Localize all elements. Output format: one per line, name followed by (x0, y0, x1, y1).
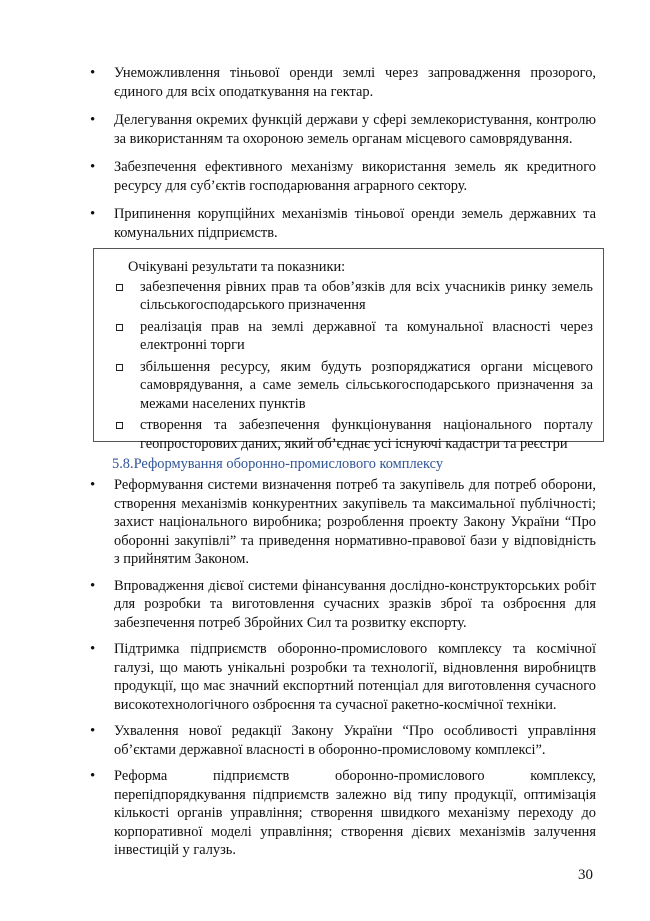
page-number: 30 (578, 867, 593, 883)
list-item: • Припинення корупційних механізмів тіньової оренди земель державних та комунальних підприємств. (88, 205, 596, 242)
list-item: • Підтримка підприємств оборонно-промислового комплексу та космічної галузі, що мають унікальні розробки та технології, відновлення виробництв продукції, що має значний експортний потенціал для виготовлення сучасного високотехнологічного озброєння та сучасної ракетно-космічної техніки. (88, 640, 596, 714)
list-item: • Впровадження дієвої системи фінансування дослідно-конструкторських робіт для розробки та виготовлення сучасних зразків зброї та озброєння для забезпечення потреб Збройних Сил та розвитку експорту. (88, 577, 596, 633)
section-heading: 5.8.Реформування оборонно-промислового комплексу (112, 456, 444, 472)
list-item: • Забезпечення ефективного механізму використання земель як кредитного ресурсу для суб’єктів господарювання аграрного сектору. (88, 158, 596, 195)
list-item: • Реформа підприємств оборонно-промислового комплексу, перепідпорядкування підприємств залежно від типу продукції, оптимізація кількості органів управління; створення швидкого механізму переходу до корпоративної моделі управління; створення дієвих механізмів залучення інвестицій у галузь. (88, 767, 596, 860)
checkbox-item: створення та забезпечення функціонування національного порталу геопросторових даних, який об’єднає усі існуючі кадастри та реєстри (106, 416, 593, 453)
list-item: • Делегування окремих функцій держави у сфері землекористування, контролю за використанням та охороною земель органам місцевого самоврядування. (88, 111, 596, 148)
list-item: • Реформування системи визначення потреб та закупівель для потреб оборони, створення механізмів конкурентних закупівель та максимальної публічності; захист національного виробника; розроблення проекту Закону України “Про оборонні закупівлі” та приведення нормативно-правової бази у відповідність з прийнятим Законом. (88, 476, 596, 569)
checkbox-item: збільшення ресурсу, яким будуть розпоряджатися органи місцевого самоврядування, а саме земель сільськогосподарського призначення за межами населених пунктів (106, 358, 593, 414)
expected-results-list (106, 278, 593, 454)
list-item: • Ухвалення нової редакції Закону України “Про особливості управління об’єктами державної власності в оборонно-промисловому комплексі”. (88, 722, 596, 759)
checkbox-item: забезпечення рівних прав та обов’язків для всіх учасників ринку земель сільськогосподарського призначення (106, 278, 593, 315)
list-item: • Унеможливлення тіньової оренди землі через запровадження прозорого, єдиного для всіх оподаткування на гектар. (88, 64, 596, 101)
section-bullet-list (88, 476, 596, 868)
top-bullet-list (88, 64, 596, 252)
checkbox-item: реалізація прав на землі державної та комунальної власності через електронні торги (106, 318, 593, 355)
expected-results-box (93, 248, 604, 452)
expected-results-title: Очікувані результати та показники: (128, 259, 346, 275)
